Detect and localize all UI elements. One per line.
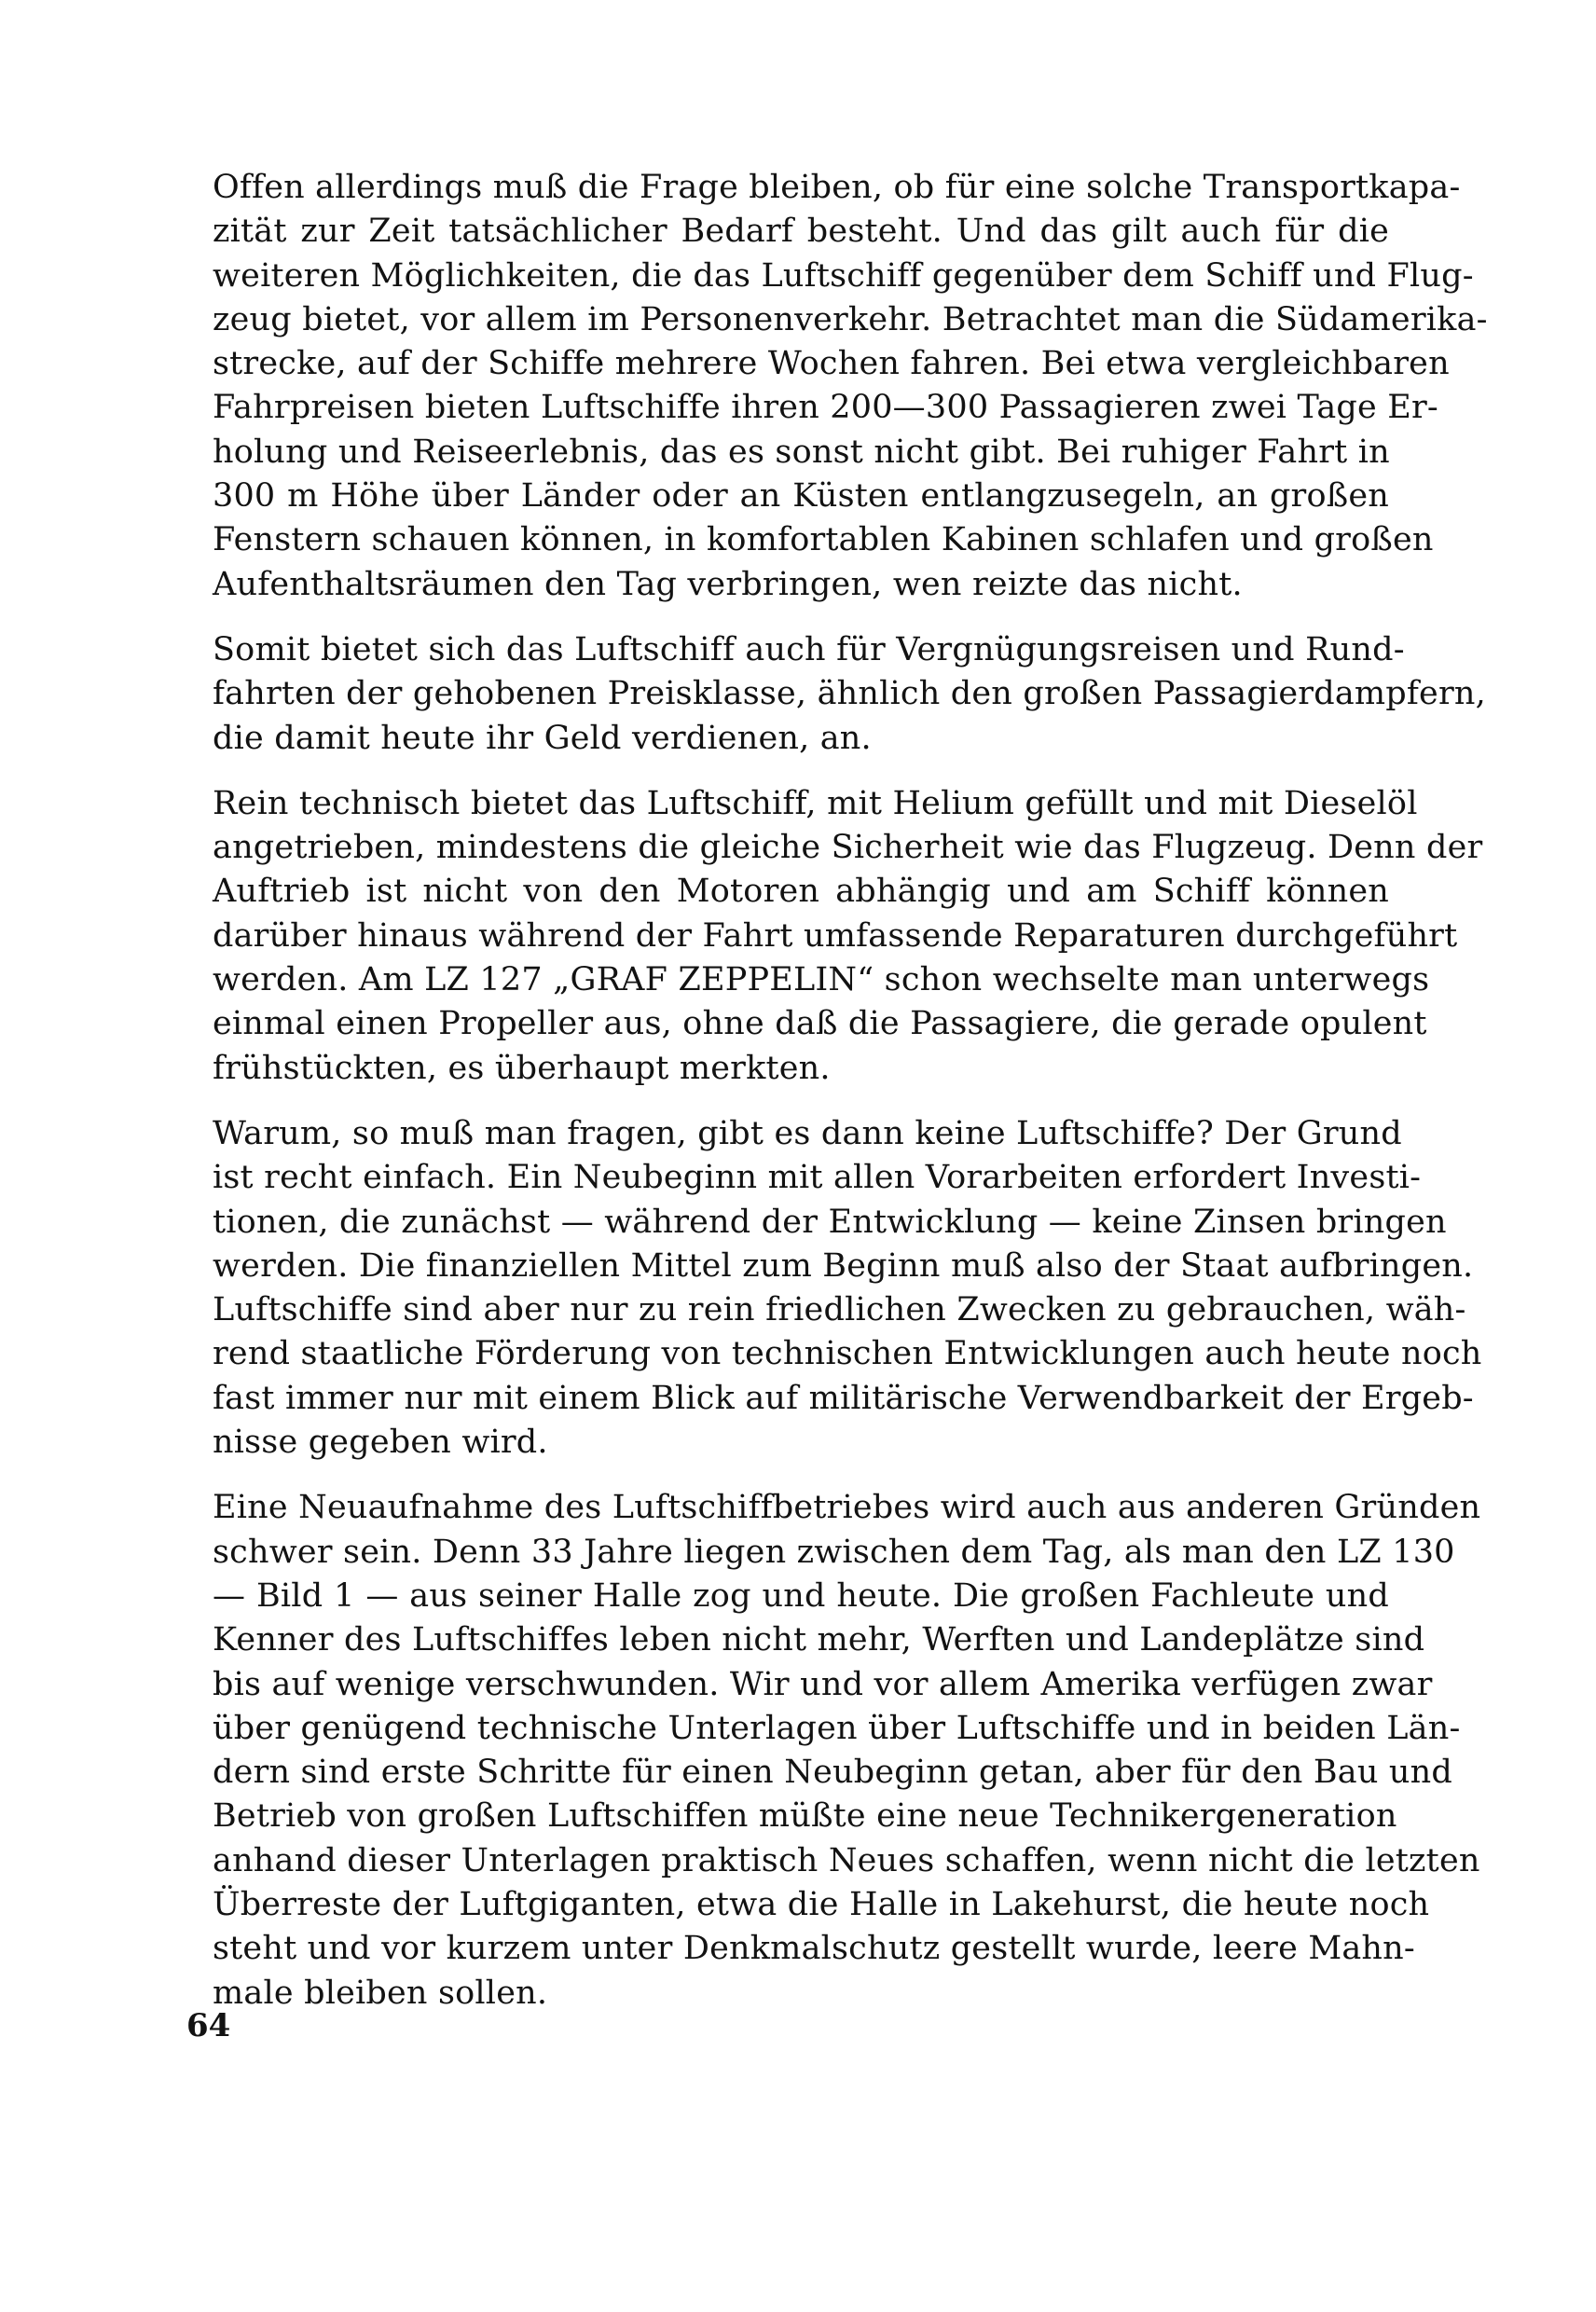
paragraph-3 (213, 782, 1483, 1091)
text-line: holung und Reiseerlebnis, das es sonst nicht gibt. Bei ruhiger Fahrt in (213, 433, 1390, 471)
text-line: zeug bietet, vor allem im Personenverkehr. Betrachtet man die Südamerika- (213, 300, 1488, 338)
text-line: fast immer nur mit einem Blick auf militärische Verwendbarkeit der Ergeb- (213, 1379, 1474, 1417)
text-line: Betrieb von großen Luftschiffen müßte eine neue Technikergeneration (213, 1797, 1397, 1836)
text-line: Auftrieb ist nicht von den Motoren abhängig und am Schiff können (213, 873, 1389, 911)
page-number: 64 (186, 2007, 231, 2044)
paragraph-5 (213, 1486, 1481, 2016)
text-line: — Bild 1 — aus seiner Halle zog und heute. Die großen Fachleute und (213, 1576, 1389, 1615)
text-line: 300 m Höhe über Länder oder an Küsten entlangzusegeln, an großen (213, 477, 1389, 516)
paragraph-2 (213, 628, 1486, 761)
text-line: schwer sein. Denn 33 Jahre liegen zwischen dem Tag, als man den LZ 130 (213, 1533, 1455, 1571)
paragraph-4 (213, 1112, 1482, 1465)
text-line: dern sind erste Schritte für einen Neubeginn getan, aber für den Bau und (213, 1754, 1453, 1792)
text-line: Luftschiffe sind aber nur zu rein friedlichen Zwecken zu gebrauchen, wäh- (213, 1291, 1466, 1329)
text-line: einmal einen Propeller aus, ohne daß die Passagiere, die gerade opulent (213, 1005, 1427, 1043)
text-line: darüber hinaus während der Fahrt umfassende Reparaturen durchgeführt (213, 916, 1458, 955)
text-line: strecke, auf der Schiffe mehrere Wochen fahren. Bei etwa vergleichbaren (213, 345, 1450, 383)
paragraph-1 (213, 166, 1488, 607)
text-line: anhand dieser Unterlagen praktisch Neues schaffen, wenn nicht die letzten (213, 1841, 1480, 1879)
text-line: Offen allerdings muß die Frage bleiben, ob für eine solche Transportkapa- (213, 169, 1461, 206)
text-line: ist recht einfach. Ein Neubeginn mit allen Vorarbeiten erfordert Investi- (213, 1159, 1422, 1197)
text-line: die damit heute ihr Geld verdienen, an. (213, 719, 872, 757)
text-line: male bleiben sollen. (213, 1974, 548, 2012)
text-line: fahrten der gehobenen Preisklasse, ähnlich den großen Passagierdampfern, (213, 675, 1486, 713)
text-line: frühstückten, es überhaupt merkten. (213, 1049, 831, 1087)
text-line: Somit bietet sich das Luftschiff auch für Vergnügungsreisen und Rund- (213, 630, 1405, 668)
text-line: Aufenthaltsräumen den Tag verbringen, wen reizte das nicht. (213, 565, 1243, 603)
text-line: Kenner des Luftschiffes leben nicht mehr, Werften und Landeplätze sind (213, 1621, 1425, 1659)
text-line: Überreste der Luftgiganten, etwa die Halle in Lakehurst, die heute noch (213, 1885, 1430, 1923)
text-line: Fahrpreisen bieten Luftschiffe ihren 200—300 Passagieren zwei Tage Er- (213, 389, 1438, 427)
text-line: zität zur Zeit tatsächlicher Bedarf besteht. Und das gilt auch für die (213, 213, 1389, 251)
text-line: angetrieben, mindestens die gleiche Sicherheit wie das Flugzeug. Denn der (213, 829, 1483, 867)
body-text (213, 166, 1488, 2037)
text-line: werden. Am LZ 127 „GRAF ZEPPELIN“ schon wechselte man unterwegs (213, 961, 1430, 999)
text-line: nisse gegeben wird. (213, 1424, 548, 1462)
text-line: werden. Die finanziellen Mittel zum Beginn muß also der Staat aufbringen. (213, 1246, 1474, 1285)
text-line: bis auf wenige verschwunden. Wir und vor allem Amerika verfügen zwar (213, 1665, 1433, 1703)
text-line: Rein technisch bietet das Luftschiff, mit Helium gefüllt und mit Dieselöl (213, 784, 1418, 822)
text-line: rend staatliche Förderung von technischen Entwicklungen auch heute noch (213, 1335, 1482, 1373)
text-line: Fenstern schauen können, in komfortablen Kabinen schlafen und großen (213, 521, 1434, 559)
text-line: tionen, die zunächst — während der Entwicklung — keine Zinsen bringen (213, 1203, 1447, 1241)
text-line: steht und vor kurzem unter Denkmalschutz gestellt wurde, leere Mahn- (213, 1930, 1415, 1968)
text-line: Eine Neuaufnahme des Luftschiffbetriebes wird auch aus anderen Gründen (213, 1489, 1481, 1527)
text-line: weiteren Möglichkeiten, die das Luftschiff gegenüber dem Schiff und Flug- (213, 256, 1474, 295)
text-line: Warum, so muß man fragen, gibt es dann keine Luftschiffe? Der Grund (213, 1114, 1402, 1152)
text-line: über genügend technische Unterlagen über Luftschiffe und in beiden Län- (213, 1709, 1461, 1747)
